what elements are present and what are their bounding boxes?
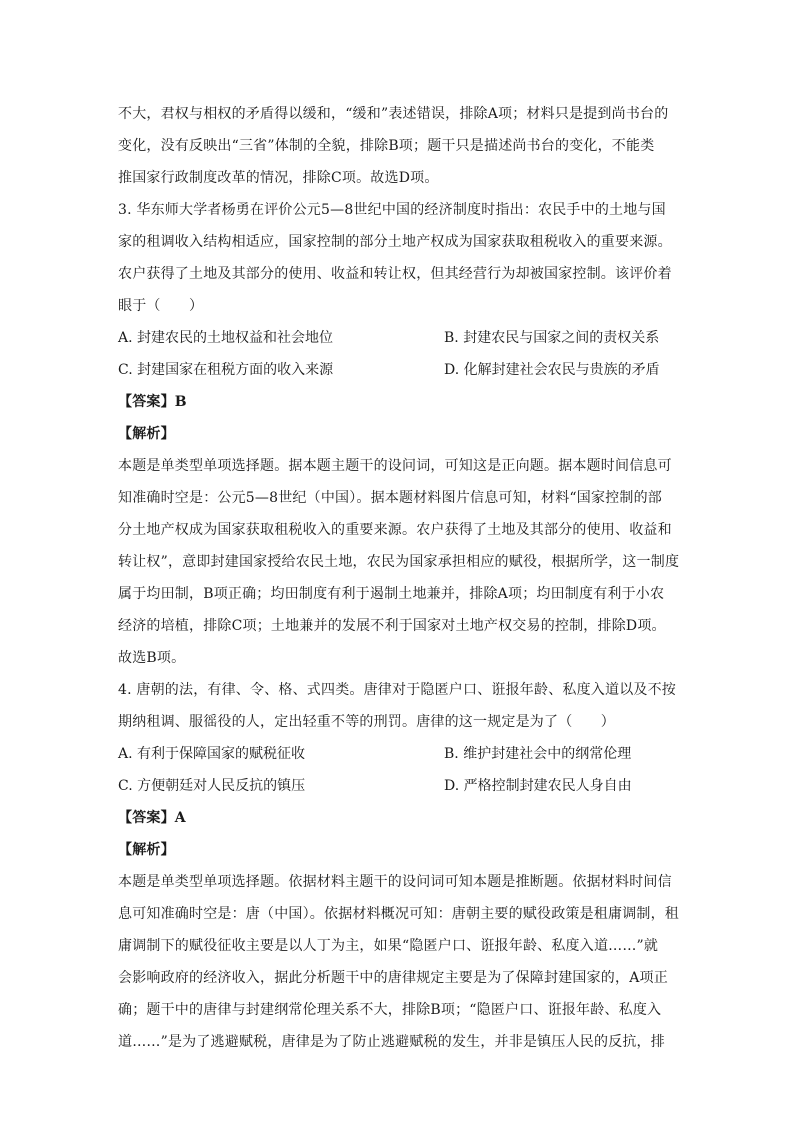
answer-label: 【答案】A bbox=[118, 810, 186, 826]
analysis-line: 庸调制下的赋役征收主要是以人丁为主，如果“隐匿户口、诳报年龄、私度入道……”就 bbox=[118, 938, 659, 954]
analysis-line: 转让权”，意即封建国家授给农民土地，农民为国家承担相应的赋役，根据所学，这一制度 bbox=[118, 554, 680, 570]
analysis-line: 分土地产权成为国家获取租税收入的重要来源。农户获得了土地及其部分的使用、收益和 bbox=[118, 522, 672, 538]
answer-label: 【答案】B bbox=[118, 394, 187, 410]
analysis-line: 本题是单类型单项选择题。依据材料主题干的设问词可知本题是推断题。依据材料时间信 bbox=[118, 874, 672, 890]
option-a: A. 封建农民的土地权益和社会地位 bbox=[118, 330, 334, 346]
analysis-line: 会影响政府的经济收入，据此分析题干中的唐律规定主要是为了保障封建国家的，A项正 bbox=[118, 970, 668, 986]
option-c: C. 方便朝廷对人民反抗的镇压 bbox=[118, 778, 306, 794]
analysis-line: 经济的培植，排除C项；土地兼并的发展不利于国家对土地产权交易的控制，排除D项。 bbox=[118, 618, 666, 634]
question-3 bbox=[118, 194, 678, 674]
analysis-line: 知准确时空是：公元5—8世纪（中国）。据本题材料图片信息可知，材料“国家控制的部 bbox=[118, 490, 662, 506]
text-line: 不大，君权与相权的矛盾得以缓和，“缓和”表述错误，排除A项；材料只是提到尚书台的 bbox=[118, 106, 669, 122]
question-stem-line: 家的租调收入结构相适应，国家控制的部分土地产权成为国家获取租税收入的重要来源。 bbox=[118, 234, 672, 250]
analysis-label: 【解析】 bbox=[118, 842, 175, 858]
question-4 bbox=[118, 674, 678, 1058]
options-row bbox=[118, 770, 678, 802]
analysis-line: 息可知准确时空是：唐（中国）。依据材料概况可知：唐朝主要的赋役政策是租庸调制，租 bbox=[118, 906, 679, 922]
analysis-line: 属于均田制，B项正确；均田制度有利于遏制土地兼并，排除A项；均田制度有利于小农 bbox=[118, 586, 665, 602]
question-stem-line: 眼于（ ） bbox=[118, 298, 204, 314]
options-row bbox=[118, 738, 678, 770]
options-row bbox=[118, 322, 678, 354]
analysis-line: 道……”是为了逃避赋税，唐律是为了防止逃避赋税的发生，并非是镇压人民的反抗，排 bbox=[118, 1034, 665, 1050]
analysis-line: 确；题干中的唐律与封建纲常伦理关系不大，排除B项；“隐匿户口、诳报年龄、私度入 bbox=[118, 1002, 662, 1018]
analysis-label: 【解析】 bbox=[118, 426, 175, 442]
question-stem-line: 3. 华东师大学者杨勇在评价公元5—8世纪中国的经济制度时指出：农民手中的土地与国 bbox=[118, 202, 666, 218]
text-line: 推国家行政制度改革的情况，排除C项。故选D项。 bbox=[118, 170, 439, 186]
options-row bbox=[118, 354, 678, 386]
analysis-line: 故选B项。 bbox=[118, 650, 186, 666]
document-page bbox=[118, 98, 678, 1058]
analysis-line: 本题是单类型单项选择题。据本题主题干的设问词，可知这是正向题。据本题时间信息可 bbox=[118, 458, 672, 474]
option-a: A. 有利于保障国家的赋税征收 bbox=[118, 746, 306, 762]
question-stem-line: 4. 唐朝的法，有律、令、格、式四类。唐律对于隐匿户口、诳报年龄、私度入道以及不按 bbox=[118, 682, 677, 698]
option-b: B. 封建农民与国家之间的责权关系 bbox=[444, 330, 660, 346]
option-c: C. 封建国家在租税方面的收入来源 bbox=[118, 362, 334, 378]
option-d: D. 严格控制封建农民人身自由 bbox=[444, 778, 632, 794]
question-stem-line: 农户获得了土地及其部分的使用、收益和转让权，但其经营行为却被国家控制。该评价着 bbox=[118, 266, 672, 282]
question-stem-line: 期纳租调、服徭役的人，定出轻重不等的刑罚。唐律的这一规定是为了（ ） bbox=[118, 714, 615, 730]
option-d: D. 化解封建社会农民与贵族的矛盾 bbox=[444, 362, 660, 378]
text-line: 变化，没有反映出“三省”体制的全貌，排除B项；题干只是描述尚书台的变化，不能类 bbox=[118, 138, 655, 154]
option-b: B. 维护封建社会中的纲常伦理 bbox=[444, 746, 632, 762]
